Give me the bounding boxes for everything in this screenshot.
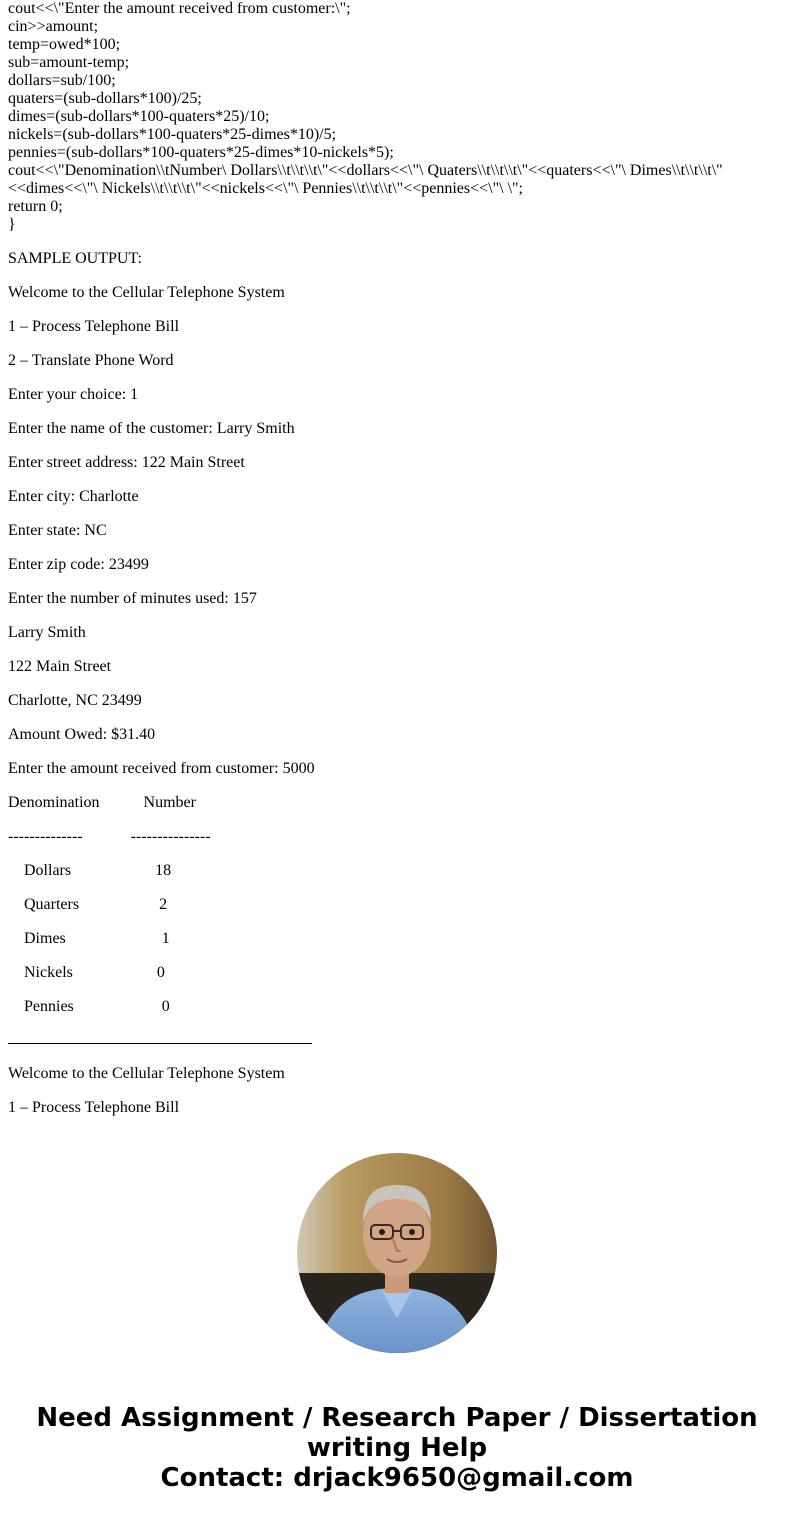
output-line: Enter city: Charlotte <box>8 488 139 505</box>
code-line: pennies=(sub-dollars*100-quaters*25-dimes*10-nickels*5); <box>8 144 394 161</box>
author-photo <box>297 1153 497 1353</box>
code-line: quaters=(sub-dollars*100)/25; <box>8 90 202 107</box>
output-line: Enter zip code: 23499 <box>8 556 149 573</box>
output-line: Enter street address: 122 Main Street <box>8 454 245 471</box>
output-line: 2 – Translate Phone Word <box>8 352 174 369</box>
output-line: Quarters 2 <box>8 896 168 913</box>
code-line: cout<<\"Denomination\\tNumber\ Dollars\\t\\t\\t\"<<dollars<<\"\ Quaters\\t\\t\\t\"<<quaters<<\"\ Dimes\\t\\t\\t\" <<dimes<<\"\ Nickels\\t\\t\\t\"<<nickels<<\"\ Pennies\\t\\t\\t\"<<pennies<<\"\ \"; <box>8 162 727 197</box>
code-line: sub=amount-temp; <box>8 54 130 71</box>
output-line: Amount Owed: $31.40 <box>8 726 156 743</box>
document-body <box>8 0 788 1117</box>
output-line: Nickels 0 <box>8 964 165 981</box>
code-line: return 0; <box>8 198 63 215</box>
code-block <box>8 0 788 234</box>
output-line: Larry Smith <box>8 624 86 641</box>
contact-banner <box>0 1403 794 1493</box>
banner-line-2: writing Help <box>306 1433 488 1463</box>
code-line: cin>>amount; <box>8 18 99 35</box>
output-line: Enter the name of the customer: Larry Smith <box>8 420 295 437</box>
output-line: 122 Main Street <box>8 658 112 675</box>
banner-contact-email: Contact: drjack9650@gmail.com <box>160 1463 634 1493</box>
output-line: Denomination Number <box>8 794 196 811</box>
sample-output <box>8 284 788 1016</box>
horizontal-rule <box>8 1043 312 1044</box>
code-line: dimes=(sub-dollars*100-quaters*25)/10; <box>8 108 270 125</box>
output-line: 1 – Process Telephone Bill <box>8 318 180 335</box>
output-line: Enter state: NC <box>8 522 107 539</box>
banner-line-1: Need Assignment / Research Paper / Dissertation <box>36 1403 758 1433</box>
output-line: Enter the number of minutes used: 157 <box>8 590 257 607</box>
sample-output-heading: SAMPLE OUTPUT: <box>8 250 142 267</box>
code-line: cout<<\"Enter the amount received from customer:\"; <box>8 0 351 17</box>
output-line: Welcome to the Cellular Telephone System <box>8 284 285 301</box>
output-line: Dollars 18 <box>8 862 172 879</box>
code-line: nickels=(sub-dollars*100-quaters*25-dimes*10)/5; <box>8 126 337 143</box>
output-line: Dimes 1 <box>8 930 170 947</box>
output-line: -------------- --------------- <box>8 828 211 845</box>
output-line: Enter the amount received from customer: 5000 <box>8 760 315 777</box>
output-line: Enter your choice: 1 <box>8 386 139 403</box>
sample-output-continued <box>8 1065 788 1117</box>
output-line: Charlotte, NC 23499 <box>8 692 142 709</box>
output-line: Welcome to the Cellular Telephone System <box>8 1065 285 1082</box>
code-line: dollars=sub/100; <box>8 72 116 89</box>
output-line: 1 – Process Telephone Bill <box>8 1099 180 1116</box>
code-line: } <box>8 216 16 233</box>
code-line: temp=owed*100; <box>8 36 121 53</box>
output-line: Pennies 0 <box>8 998 170 1015</box>
